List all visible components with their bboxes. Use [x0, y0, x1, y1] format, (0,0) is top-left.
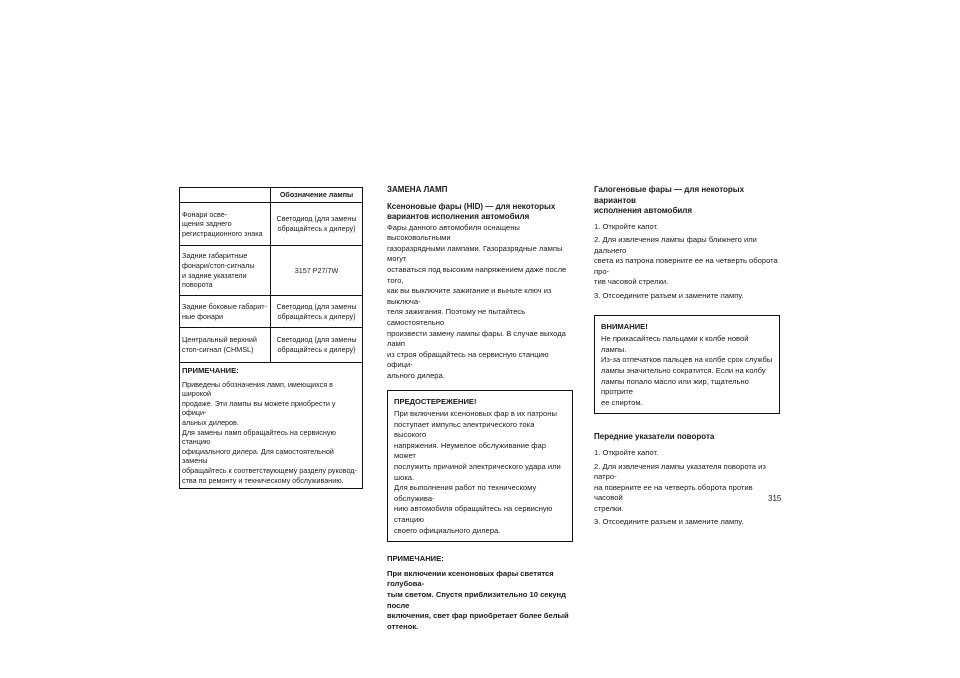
lamp-name: Центральный верхний стоп-сигнал (CHMSL) — [180, 328, 271, 363]
lamp-name: Задние боковые габарит- ные фонари — [180, 296, 271, 328]
subheading-turn-signals: Передние указатели поворота — [594, 432, 715, 442]
table-corner-cell — [180, 188, 271, 203]
hid-column — [387, 185, 573, 632]
caution-box — [387, 390, 573, 543]
table-row — [180, 328, 363, 363]
table-row — [180, 296, 363, 328]
warning-box — [594, 315, 780, 415]
lamp-value: 3157 P27/7W — [271, 246, 363, 296]
table-note — [180, 363, 363, 489]
lamp-value: Светодиод (для замены обращайтесь к дилеру) — [271, 296, 363, 328]
note-text: При включении ксеноновых фары светятся голубова- тым светом. Спустя приблизительно 10 секунд после включения, свет фар приобретает более белый оттенок. — [387, 568, 569, 631]
note-title: ПРИМЕЧАНИЕ: — [182, 366, 239, 375]
step-item: 3. Отсоедините разъем и замените лампу. — [594, 517, 744, 527]
page-number: 315 — [768, 494, 782, 503]
subheading-halogen: Галогеновые фары — для некоторых вариантов исполнения автомобиля — [594, 185, 745, 215]
note-text: Приведены обозначения ламп, имеющихся в широкой продаже. Эти лампы вы можете приобрести у офици- альных дилеров. Для замены ламп обращайтесь на сервисную станцию официального дилера. Для самостоятельной замены обращайтесь к соответствующему разделу руковод- ства по ремонту и техническому обслуживанию. — [182, 379, 357, 485]
lamp-name: Задние габаритные фонари/стоп-сигналы и задние указатели поворота — [180, 246, 271, 296]
caution-title: ПРЕДОСТЕРЕЖЕНИЕ! — [394, 396, 477, 406]
lamp-value: Светодиод (для замены обращайтесь к дилеру) — [271, 203, 363, 246]
warning-title: ВНИМАНИЕ! — [601, 321, 648, 331]
lamp-value: Светодиод (для замены обращайтесь к дилеру) — [271, 328, 363, 363]
lamp-table-column — [179, 187, 363, 489]
table-header: Обозначение лампы — [271, 188, 363, 203]
halogen-column — [594, 185, 780, 531]
lamp-name: Фонари осве- щения заднего регистрационного знака — [180, 203, 271, 246]
step-item: 1. Откройте капот. — [594, 221, 659, 231]
hid-paragraph: Фары данного автомобиля оснащены высоковольтными газоразрядными лампами. Газоразрядные лампы могут оставаться под высоким напряжением даже после того, как вы выключите зажигание и выньте ключ из выключа- теля зажигания. Поэтому не пытайтесь самостоятельно произвести замену лампы фары. В случае выхода ламп из строя обращайтесь на сервисную станцию офици- ального дилера. — [387, 222, 567, 380]
table-row — [180, 203, 363, 246]
note-title: ПРИМЕЧАНИЕ: — [387, 554, 444, 564]
step-item: 1. Откройте капот. — [594, 447, 659, 457]
step-item: 2. Для извлечения лампы фары ближнего или дальнего света из патрона поверните ее на четверть оборота про- тив часовой стрелки. — [594, 235, 778, 287]
table-row — [180, 246, 363, 296]
step-item: 2. Для извлечения лампы указателя поворота из патро- на поверните ее на четверть оборота против часовой стрелки. — [594, 461, 766, 513]
section-title: ЗАМЕНА ЛАМП — [387, 185, 448, 194]
caution-text: При включении ксеноновых фар в их патроны поступает импульс электрического тока высокого напряжения. Неумелое обслуживание фар может послужить причиной электрического удара или шока. Для выполнения работ по техническому обслужива- нию автомобиля обращайтесь на сервисную станцию своего официального дилера. — [394, 409, 561, 535]
warning-text: Не прикасайтесь пальцами к колбе новой лампы. Из-за отпечатков пальцев на колбе срок службы лампы значительно сократится. Если на колбу лампы попало масло или жир, тщательно протрите ее спиртом. — [601, 334, 773, 407]
step-item: 3. Отсоедините разъем и замените лампу. — [594, 291, 744, 301]
subheading-hid: Ксеноновые фары (HID) — для некоторых вариантов исполнения автомобиля — [387, 201, 556, 222]
lamp-designation-table — [179, 187, 363, 489]
